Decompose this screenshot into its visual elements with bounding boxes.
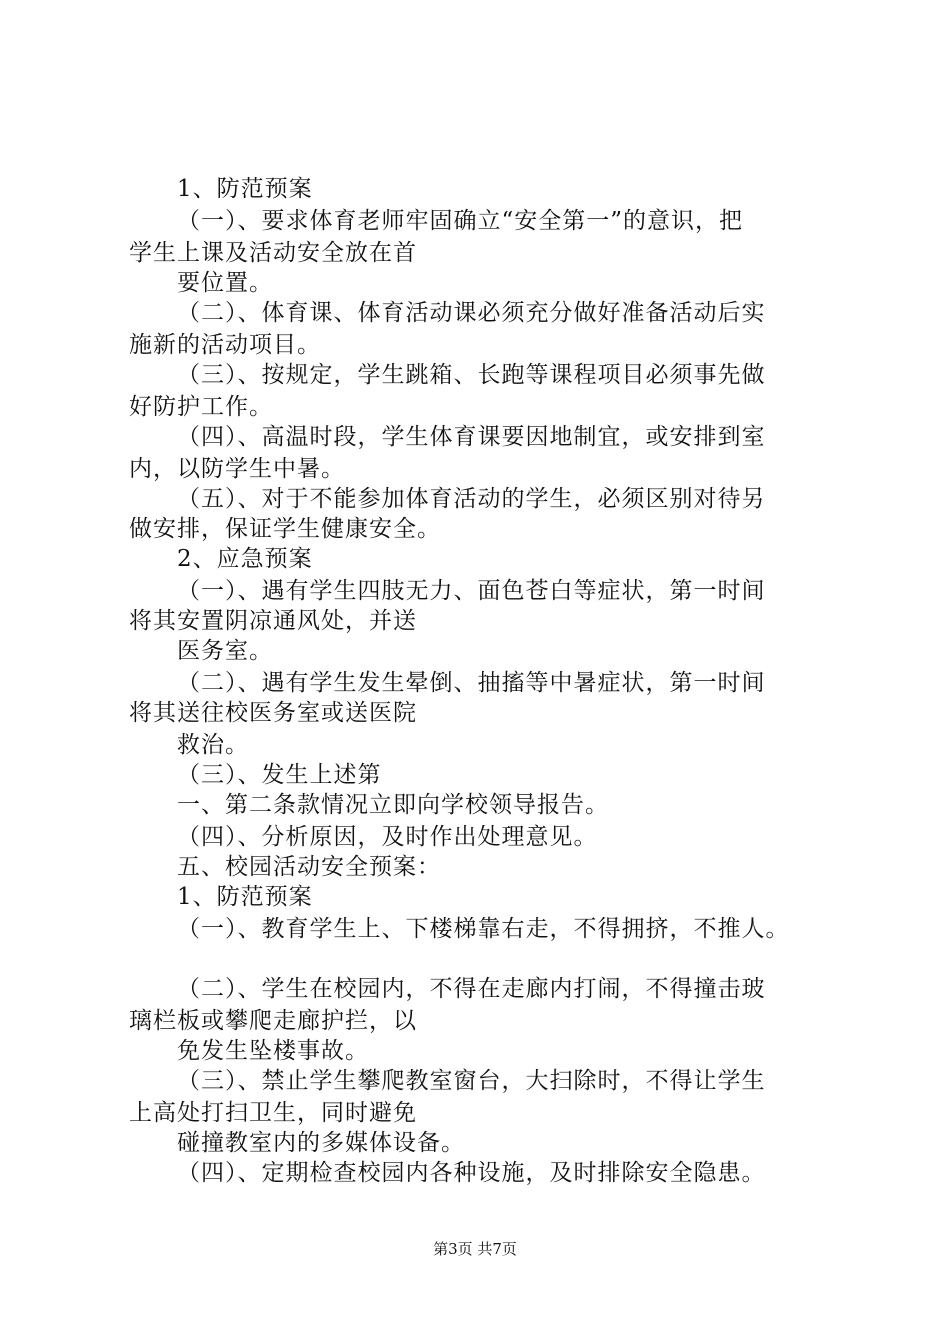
- text-line: 做安排，保证学生健康安全。: [129, 516, 441, 542]
- text-line: （一）、要求体育老师牢固确立“安全第一”的意识，把: [177, 208, 744, 234]
- text-line: （三）、发生上述第: [177, 762, 382, 788]
- text-line: 璃栏板或攀爬走廊护拦，以: [129, 1008, 417, 1034]
- text-line: （二）、学生在校园内，不得在走廊内打闹，不得撞击玻: [177, 976, 766, 1002]
- text-line: 救治。: [177, 732, 249, 758]
- text-line: （五）、对于不能参加体育活动的学生，必须区别对待另: [177, 486, 766, 512]
- text-line: 1、防范预案: [177, 176, 313, 202]
- text-line: （三）、禁止学生攀爬教室窗台，大扫除时，不得让学生: [177, 1068, 766, 1094]
- text-line: 将其安置阴凉通风处，并送: [129, 608, 417, 634]
- text-line: 五、校园活动安全预案：: [177, 854, 441, 880]
- text-line: 学生上课及活动安全放在首: [129, 240, 417, 266]
- text-line: 碰撞教室内的多媒体设备。: [177, 1130, 465, 1156]
- text-line: 上高处打扫卫生，同时避免: [129, 1100, 417, 1126]
- text-line: 医务室。: [177, 638, 273, 664]
- text-line: 好防护工作。: [129, 394, 273, 420]
- page-footer: 第3页 共7页: [433, 1240, 517, 1258]
- text-line: 2、应急预案: [177, 546, 313, 572]
- text-line: （三）、按规定，学生跳箱、长跑等课程项目必须事先做: [177, 362, 766, 388]
- text-line: 施新的活动项目。: [129, 332, 321, 358]
- text-line: 免发生坠楼事故。: [177, 1038, 369, 1064]
- text-line: 一、第二条款情况立即向学校领导报告。: [177, 792, 609, 818]
- text-line: （四）、定期检查校园内各种设施，及时排除安全隐患。: [177, 1160, 766, 1186]
- text-line: （二）、体育课、体育活动课必须充分做好准备活动后实: [177, 300, 766, 326]
- text-line: （一）、遇有学生四肢无力、面色苍白等症状，第一时间: [177, 578, 766, 604]
- text-line: 将其送往校医务室或送医院: [129, 700, 417, 726]
- text-line: 1、防范预案: [177, 884, 313, 910]
- text-line: 内，以防学生中暑。: [129, 456, 345, 482]
- text-line: （二）、遇有学生发生晕倒、抽搐等中暑症状，第一时间: [177, 670, 766, 696]
- text-line: 要位置。: [177, 270, 273, 296]
- text-line: （一）、教育学生上、下楼梯靠右走，不得拥挤，不推人。: [177, 916, 790, 942]
- text-line: （四）、分析原因，及时作出处理意见。: [177, 824, 598, 850]
- text-line: （四）、高温时段，学生体育课要因地制宜，或安排到室: [177, 424, 766, 450]
